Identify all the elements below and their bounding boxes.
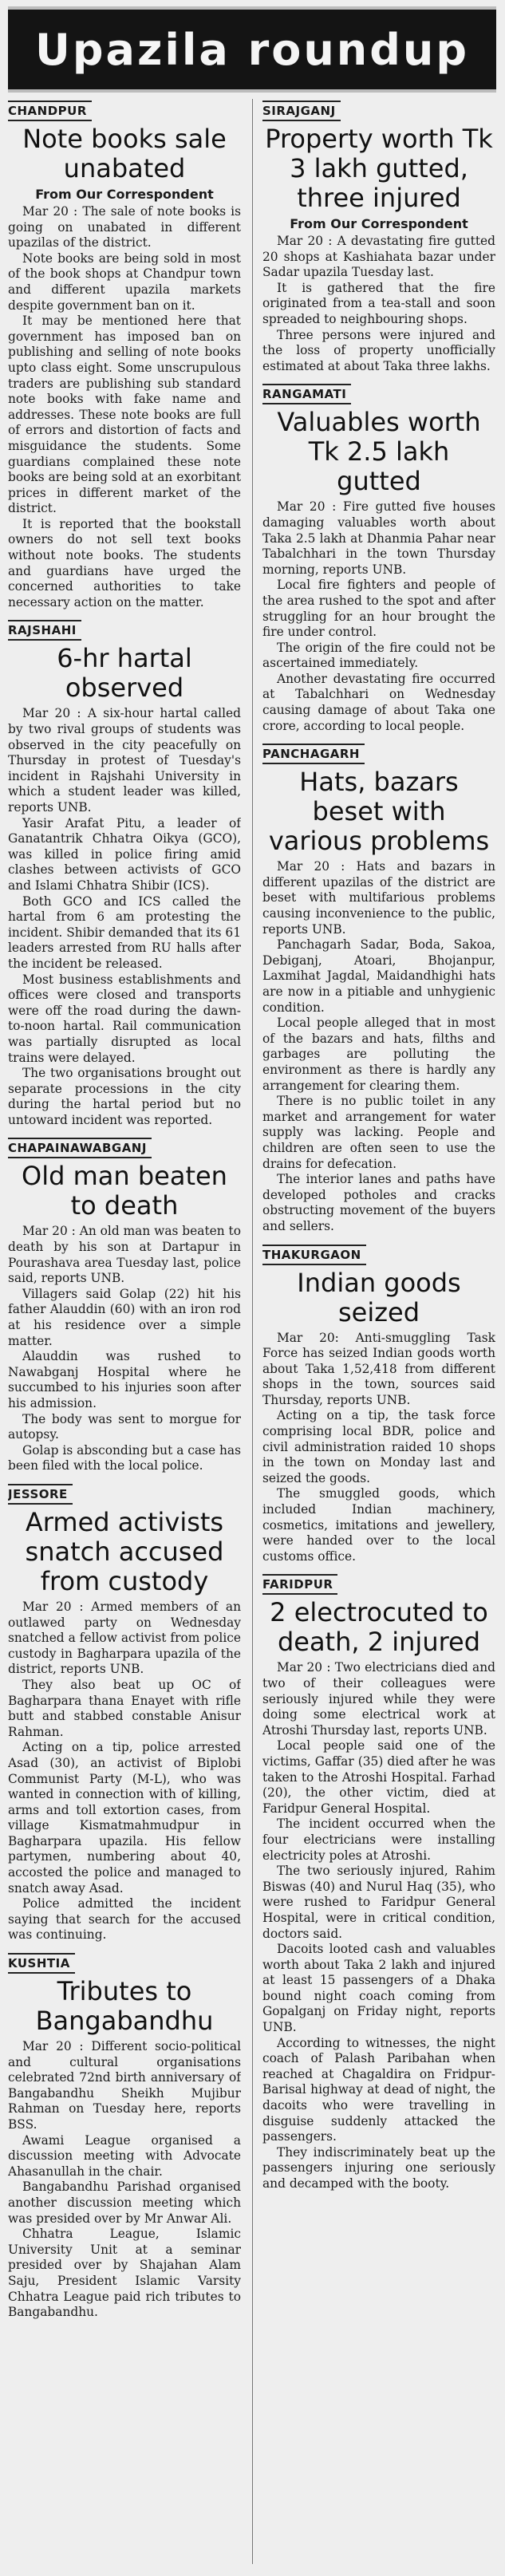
story-kushtia xyxy=(8,1951,241,2321)
paragraph: Three persons were injured and the loss of property unofficially estimated at about Taka three lakhs. xyxy=(262,327,495,373)
paragraph: Both GCO and ICS called the hartal from 6 am protesting the incident. Shibir demanded that its 61 leaders arrested from RU halls after the incident be released. xyxy=(8,894,241,971)
left-column xyxy=(8,99,241,2569)
byline: From Our Correspondent xyxy=(290,216,468,231)
headline: 2 electrocuted to death, 2 injured xyxy=(270,1597,488,1658)
paragraph: The origin of the fire could not be ascertained immediately. xyxy=(262,640,495,671)
column-divider xyxy=(252,99,253,2564)
story-rangamati xyxy=(262,382,495,734)
story-body xyxy=(8,706,241,1128)
paragraph: Mar 20 : Different socio-political and cultural organisations celebrated 72nd birth anniversary of Bangabandhu Sheikh Mujibur Rahman on Tuesday here, reports BSS. xyxy=(8,2039,241,2132)
paragraph: The interior lanes and paths have developed potholes and cracks obstructing movement of the buyers and sellers. xyxy=(262,1172,495,1233)
paragraph: The two seriously injured, Rahim Biswas (40) and Nurul Haq (35), who were rushed to Faridpur General Hospital, were in critical condition, doctors said. xyxy=(262,1864,495,1941)
story-body xyxy=(8,2039,241,2321)
paragraph: They also beat up OC of Bagharpara thana Enayet with rifle butt and stabbed constable Anisur Rahman. xyxy=(8,1677,241,1739)
story-rajshahi xyxy=(8,618,241,1128)
paragraph: They indiscriminately beat up the passengers injuring one seriously and decamped with the booty. xyxy=(262,2144,495,2191)
headline: Old man beaten to death xyxy=(22,1161,227,1221)
paragraph: Mar 20 : Hats and bazars in different upazilas of the district are beset with multifarious problems causing inconvenience to the public, reports UNB. xyxy=(262,859,495,937)
byline: From Our Correspondent xyxy=(35,187,214,202)
location-tag: CHANDPUR xyxy=(8,101,92,121)
location-tag: CHAPAINAWABGANJ xyxy=(8,1138,152,1158)
story-sirajganj xyxy=(262,99,495,374)
paragraph: According to witnesses, the night coach of Palash Paribahan when reached at Chagaldira on Fridpur-Barisal highway at dead of night, the dacoits who were travelling in disguise suddenly attacked the passengers. xyxy=(262,2035,495,2144)
location-tag: RAJSHAHI xyxy=(8,620,81,641)
paragraph: It is gathered that the fire originated from a tea-stall and soon spreaded to neighbouring shops. xyxy=(262,280,495,326)
location-tag: JESSORE xyxy=(8,1484,73,1505)
right-column xyxy=(262,99,495,2569)
paragraph: There is no public toilet in any market and arrangement for water supply was lacking. People and children are often seen to use the drains for defecation. xyxy=(262,1094,495,1171)
paragraph: Awami League organised a discussion meeting with Advocate Ahasanullah in the chair. xyxy=(8,2132,241,2179)
location-tag: SIRAJGANJ xyxy=(262,101,341,121)
paragraph: The smuggled goods, which included Indian machinery, cosmetics, imitations and jewellery, were handed over to the local customs office. xyxy=(262,1486,495,1564)
story-chapainawabganj xyxy=(8,1136,241,1474)
location-tag: KUSHTIA xyxy=(8,1953,75,1974)
paragraph: The body was sent to morgue for autopsy. xyxy=(8,1411,241,1442)
paragraph: Mar 20 : The sale of note books is going on unabated in different upazilas of the district. xyxy=(8,204,241,250)
paragraph: Local fire fighters and people of the area rushed to the spot and after struggling for an hour brought the fire under control. xyxy=(262,578,495,640)
paragraph: Local people alleged that in most of the bazars and hats, filths and garbages are polluting the environment as there is hardly any arrangement for clearing them. xyxy=(262,1016,495,1093)
story-thakurgaon xyxy=(262,1243,495,1565)
story-panchagarh xyxy=(262,742,495,1234)
paragraph: Mar 20 : Two electricians died and two of their colleagues were seriously injured while they were doing some electrical work at Atroshi Thursday last, reports UNB. xyxy=(262,1660,495,1738)
paragraph: The two organisations brought out separate processions in the city during the hartal period but no untoward incident was reported. xyxy=(8,1066,241,1127)
paragraph: Mar 20: Anti-smuggling Task Force has seized Indian goods worth about Taka 1,52,418 from different shops in the town, sources said Thursday, reports UNB. xyxy=(262,1330,495,1407)
paragraph: Police admitted the incident saying that search for the accused was continuing. xyxy=(8,1896,241,1943)
headline: 6-hr hartal observed xyxy=(57,643,192,704)
story-body xyxy=(262,859,495,1234)
paragraph: Mar 20 : Fire gutted five houses damaging valuables worth about Taka 2.5 lakh at Dhanmia Pahar near Tabalchhari in the town Thursday morning, reports UNB. xyxy=(262,499,495,577)
story-body xyxy=(262,499,495,734)
paragraph: Mar 20 : An old man was beaten to death by his son at Dartapur in Pourashava area Tuesday last, police said, reports UNB. xyxy=(8,1224,241,1286)
paragraph: Bangabandhu Parishad organised another discussion meeting which was presided over by Mr Anwar Ali. xyxy=(8,2180,241,2226)
paragraph: Dacoits looted cash and valuables worth about Taka 2 lakh and injured at least 15 passengers of a Dhaka bound night coach coming from Gopalganj on Friday night, reports UNB. xyxy=(262,1942,495,2035)
headline: Hats, bazars beset with various problems xyxy=(268,767,490,857)
paragraph: The incident occurred when the four electricians were installing electricity poles at Atroshi. xyxy=(262,1817,495,1863)
story-body xyxy=(262,1331,495,1565)
paragraph: It may be mentioned here that government has imposed ban on publishing and selling of note books upto class eight. Some unscrupulous traders are publishing sub standard note books with fake name and addresses. These note books are full of errors and distortion of facts and misguidance the students. Some guardians complained these note books are being sold at an exorbitant prices in different market of the district. xyxy=(8,314,241,516)
story-body xyxy=(8,204,241,610)
paragraph: Note books are being sold in most of the book shops at Chandpur town and different upazila markets despite government ban on it. xyxy=(8,250,241,313)
paragraph: Yasir Arafat Pitu, a leader of Ganatantrik Chhatra Oikya (GCO), was killed in police firing amid clashes between activists of GCO and Islami Chhatra Shibir (ICS). xyxy=(8,815,241,893)
story-body xyxy=(262,234,495,374)
paragraph: Mar 20 : A six-hour hartal called by two rival groups of students was observed in the city peacefully on Thursday in protest of Tuesday's incident in Rajshahi University in which a student leader was killed, reports UNB. xyxy=(8,706,241,815)
location-tag: FARIDPUR xyxy=(262,1574,337,1595)
paragraph: Chhatra League, Islamic University Unit at a seminar presided over by Shajahan Alam Saju, President Islamic Varsity Chhatra League paid rich tributes to Bangabandhu. xyxy=(8,2227,241,2320)
headline: Valuables worth Tk 2.5 lakh gutted xyxy=(277,407,481,497)
story-jessore xyxy=(8,1482,241,1943)
story-body xyxy=(8,1600,241,1943)
paragraph: It is reported that the bookstall owners do not sell text books without note books. The students and guardians have urged the concerned authorities to take necessary action on the matter. xyxy=(8,516,241,609)
location-tag: RANGAMATI xyxy=(262,384,351,404)
story-chandpur xyxy=(8,99,241,610)
headline: Indian goods seized xyxy=(297,1267,461,1327)
headline: Note books sale unabated xyxy=(22,124,227,183)
paragraph: Alauddin was rushed to Nawabganj Hospital where he succumbed to his injuries soon after his admission. xyxy=(8,1349,241,1410)
story-body xyxy=(8,1224,241,1474)
paragraph: Most business establishments and offices were closed and transports were off the road during the dawn-to-noon hartal. Rail communication was partially disrupted as local trains were delayed. xyxy=(8,972,241,1065)
section-banner: Upazila roundup xyxy=(8,6,496,93)
paragraph: Local people said one of the victims, Gaffar (35) died after he was taken to the Atroshi Hospital. Farhad (20), the other victim, died at Faridpur General Hospital. xyxy=(262,1738,495,1816)
paragraph: Mar 20 : Armed members of an outlawed party on Wednesday snatched a fellow activist from police custody in Bagharpara upazila of the district, reports UNB. xyxy=(8,1599,241,1677)
story-body xyxy=(262,1660,495,2191)
headline: Armed activists snatch accused from custody xyxy=(25,1506,224,1596)
paragraph: Mar 20 : A devastating fire gutted 20 shops at Kashiahata bazar under Sadar upazila Tuesday last. xyxy=(262,234,495,280)
location-tag: THAKURGAON xyxy=(262,1245,366,1265)
headline: Tributes to Bangabandhu xyxy=(35,1976,214,2037)
paragraph: Villagers said Golap (22) hit his father Alauddin (60) with an iron rod at his residence over a simple matter. xyxy=(8,1286,241,1348)
paragraph: Another devastating fire occurred at Tabalchhari on Wednesday causing damage of about Taka one crore, according to local people. xyxy=(262,671,495,733)
headline: Property worth Tk 3 lakh gutted, three injured xyxy=(265,124,493,213)
paragraph: Acting on a tip, police arrested Asad (30), an activist of Biplobi Communist Party (M-L), who was wanted in connection with of killing, arms and toll extortion cases, from village Kismatmahmudpur in Bagharpara upazila. His fellow partymen, numbering about 40, accosted the police and managed to snatch away Asad. xyxy=(8,1740,241,1896)
paragraph: Panchagarh Sadar, Boda, Sakoa, Debiganj, Atoari, Bhojanpur, Laxmihat Jagdal, Maidandhighi hats are now in a pitiable and unhygienic condition. xyxy=(262,937,495,1015)
story-faridpur xyxy=(262,1572,495,2191)
location-tag: PANCHAGARH xyxy=(262,744,365,764)
paragraph: Acting on a tip, the task force comprising local BDR, police and civil administration raided 10 shops in the town on Monday last and seized the goods. xyxy=(262,1408,495,1485)
paragraph: Golap is absconding but a case has been filed with the local police. xyxy=(8,1442,241,1473)
